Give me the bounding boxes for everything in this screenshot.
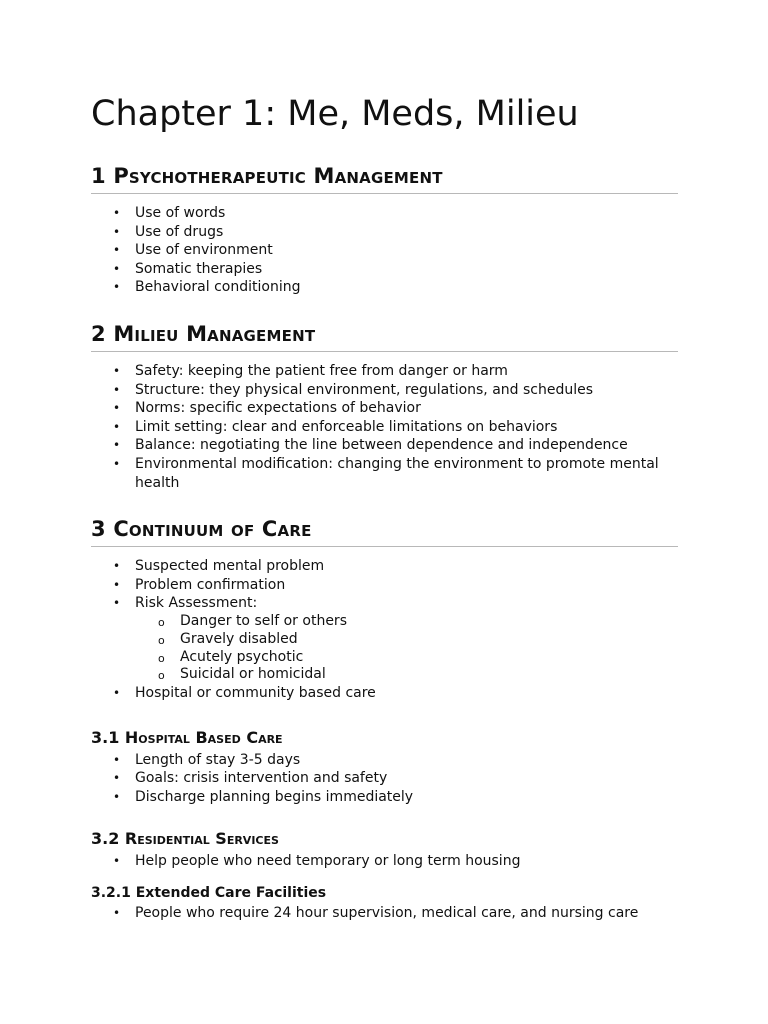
- list-residential-services: [91, 852, 678, 871]
- list-item: • Somatic therapies: [113, 260, 263, 277]
- bullet-icon: •: [113, 771, 121, 786]
- heading-continuum-of-care: 3 Continuum of Care: [91, 514, 678, 547]
- bullet-icon: •: [113, 686, 121, 701]
- bullet-icon: •: [113, 224, 121, 239]
- list-item: • Risk Assessment: o Danger to self or others o Gravely disabled o Acutely psychotic o Suicidal or homicidal: [91, 594, 678, 684]
- heading-hospital-based-care: 3.1 Hospital Based Care: [91, 727, 283, 747]
- sub-list-item: o Suicidal or homicidal: [135, 666, 678, 684]
- bullet-icon: •: [113, 261, 121, 276]
- bullet-icon: •: [113, 456, 121, 471]
- list-item: • Problem confirmation: [113, 576, 286, 593]
- bullet-icon: •: [113, 789, 121, 804]
- bullet-icon: •: [113, 243, 121, 258]
- sublist-risk-assessment: [135, 613, 678, 684]
- bullet-icon: •: [113, 401, 121, 416]
- list-item: • Discharge planning begins immediately: [113, 788, 414, 805]
- bullet-icon: •: [113, 854, 121, 869]
- list-hospital-based-care: [91, 751, 678, 807]
- list-item: • Goals: crisis intervention and safety: [113, 770, 388, 787]
- heading-residential-services: 3.2 Residential Services: [91, 829, 279, 849]
- circle-bullet-icon: o: [158, 633, 165, 647]
- list-item: • Length of stay 3-5 days: [113, 751, 301, 768]
- list-milieu-management: [91, 362, 678, 492]
- document-title: Chapter 1: Me, Meds, Milieu: [91, 94, 579, 134]
- list-continuum-of-care: [91, 557, 678, 703]
- list-item: • Limit setting: clear and enforceable limitations on behaviors: [113, 418, 558, 435]
- list-extended-care-facilities: [91, 904, 678, 923]
- circle-bullet-icon: o: [158, 669, 165, 683]
- list-item: • People who require 24 hour supervision, medical care, and nursing care: [113, 905, 639, 922]
- list-item: • Structure: they physical environment, regulations, and schedules: [113, 381, 594, 398]
- bullet-icon: •: [113, 906, 121, 921]
- circle-bullet-icon: o: [158, 615, 165, 629]
- bullet-icon: •: [113, 419, 121, 434]
- sub-list-item: o Gravely disabled: [135, 631, 678, 649]
- list-item: • Balance: negotiating the line between dependence and independence: [113, 437, 628, 454]
- list-item: • Safety: keeping the patient free from danger or harm: [113, 362, 508, 379]
- bullet-icon: •: [113, 559, 121, 574]
- list-psychotherapeutic-management: [91, 204, 678, 297]
- heading-psychotherapeutic-management: 1 Psychotherapeutic Management: [91, 161, 678, 194]
- sub-list-item: o Danger to self or others: [135, 613, 678, 631]
- bullet-icon: •: [113, 577, 121, 592]
- sub-list-item: o Acutely psychotic: [135, 649, 678, 667]
- bullet-icon: •: [113, 206, 121, 220]
- bullet-icon: •: [113, 596, 121, 611]
- heading-extended-care-facilities: 3.2.1 Extended Care Facilities: [91, 885, 327, 902]
- list-item: • Use of drugs: [113, 223, 224, 240]
- circle-bullet-icon: o: [158, 651, 165, 665]
- list-item: • Use of words: [113, 205, 226, 221]
- heading-milieu-management: 2 Milieu Management: [91, 319, 678, 352]
- bullet-icon: •: [113, 363, 121, 378]
- bullet-icon: •: [113, 382, 121, 397]
- list-item: • Help people who need temporary or long term housing: [113, 853, 521, 870]
- list-item: • Suspected mental problem: [113, 558, 325, 575]
- list-item: • Norms: specific expectations of behavior: [113, 400, 421, 417]
- list-item: • Hospital or community based care: [113, 685, 376, 702]
- list-item: • Environmental modification: changing the environment to promote mental health: [113, 455, 659, 491]
- list-item: • Behavioral conditioning: [113, 279, 301, 296]
- bullet-icon: •: [113, 280, 121, 295]
- bullet-icon: •: [113, 752, 121, 767]
- bullet-icon: •: [113, 438, 121, 453]
- list-item: • Use of environment: [113, 242, 273, 259]
